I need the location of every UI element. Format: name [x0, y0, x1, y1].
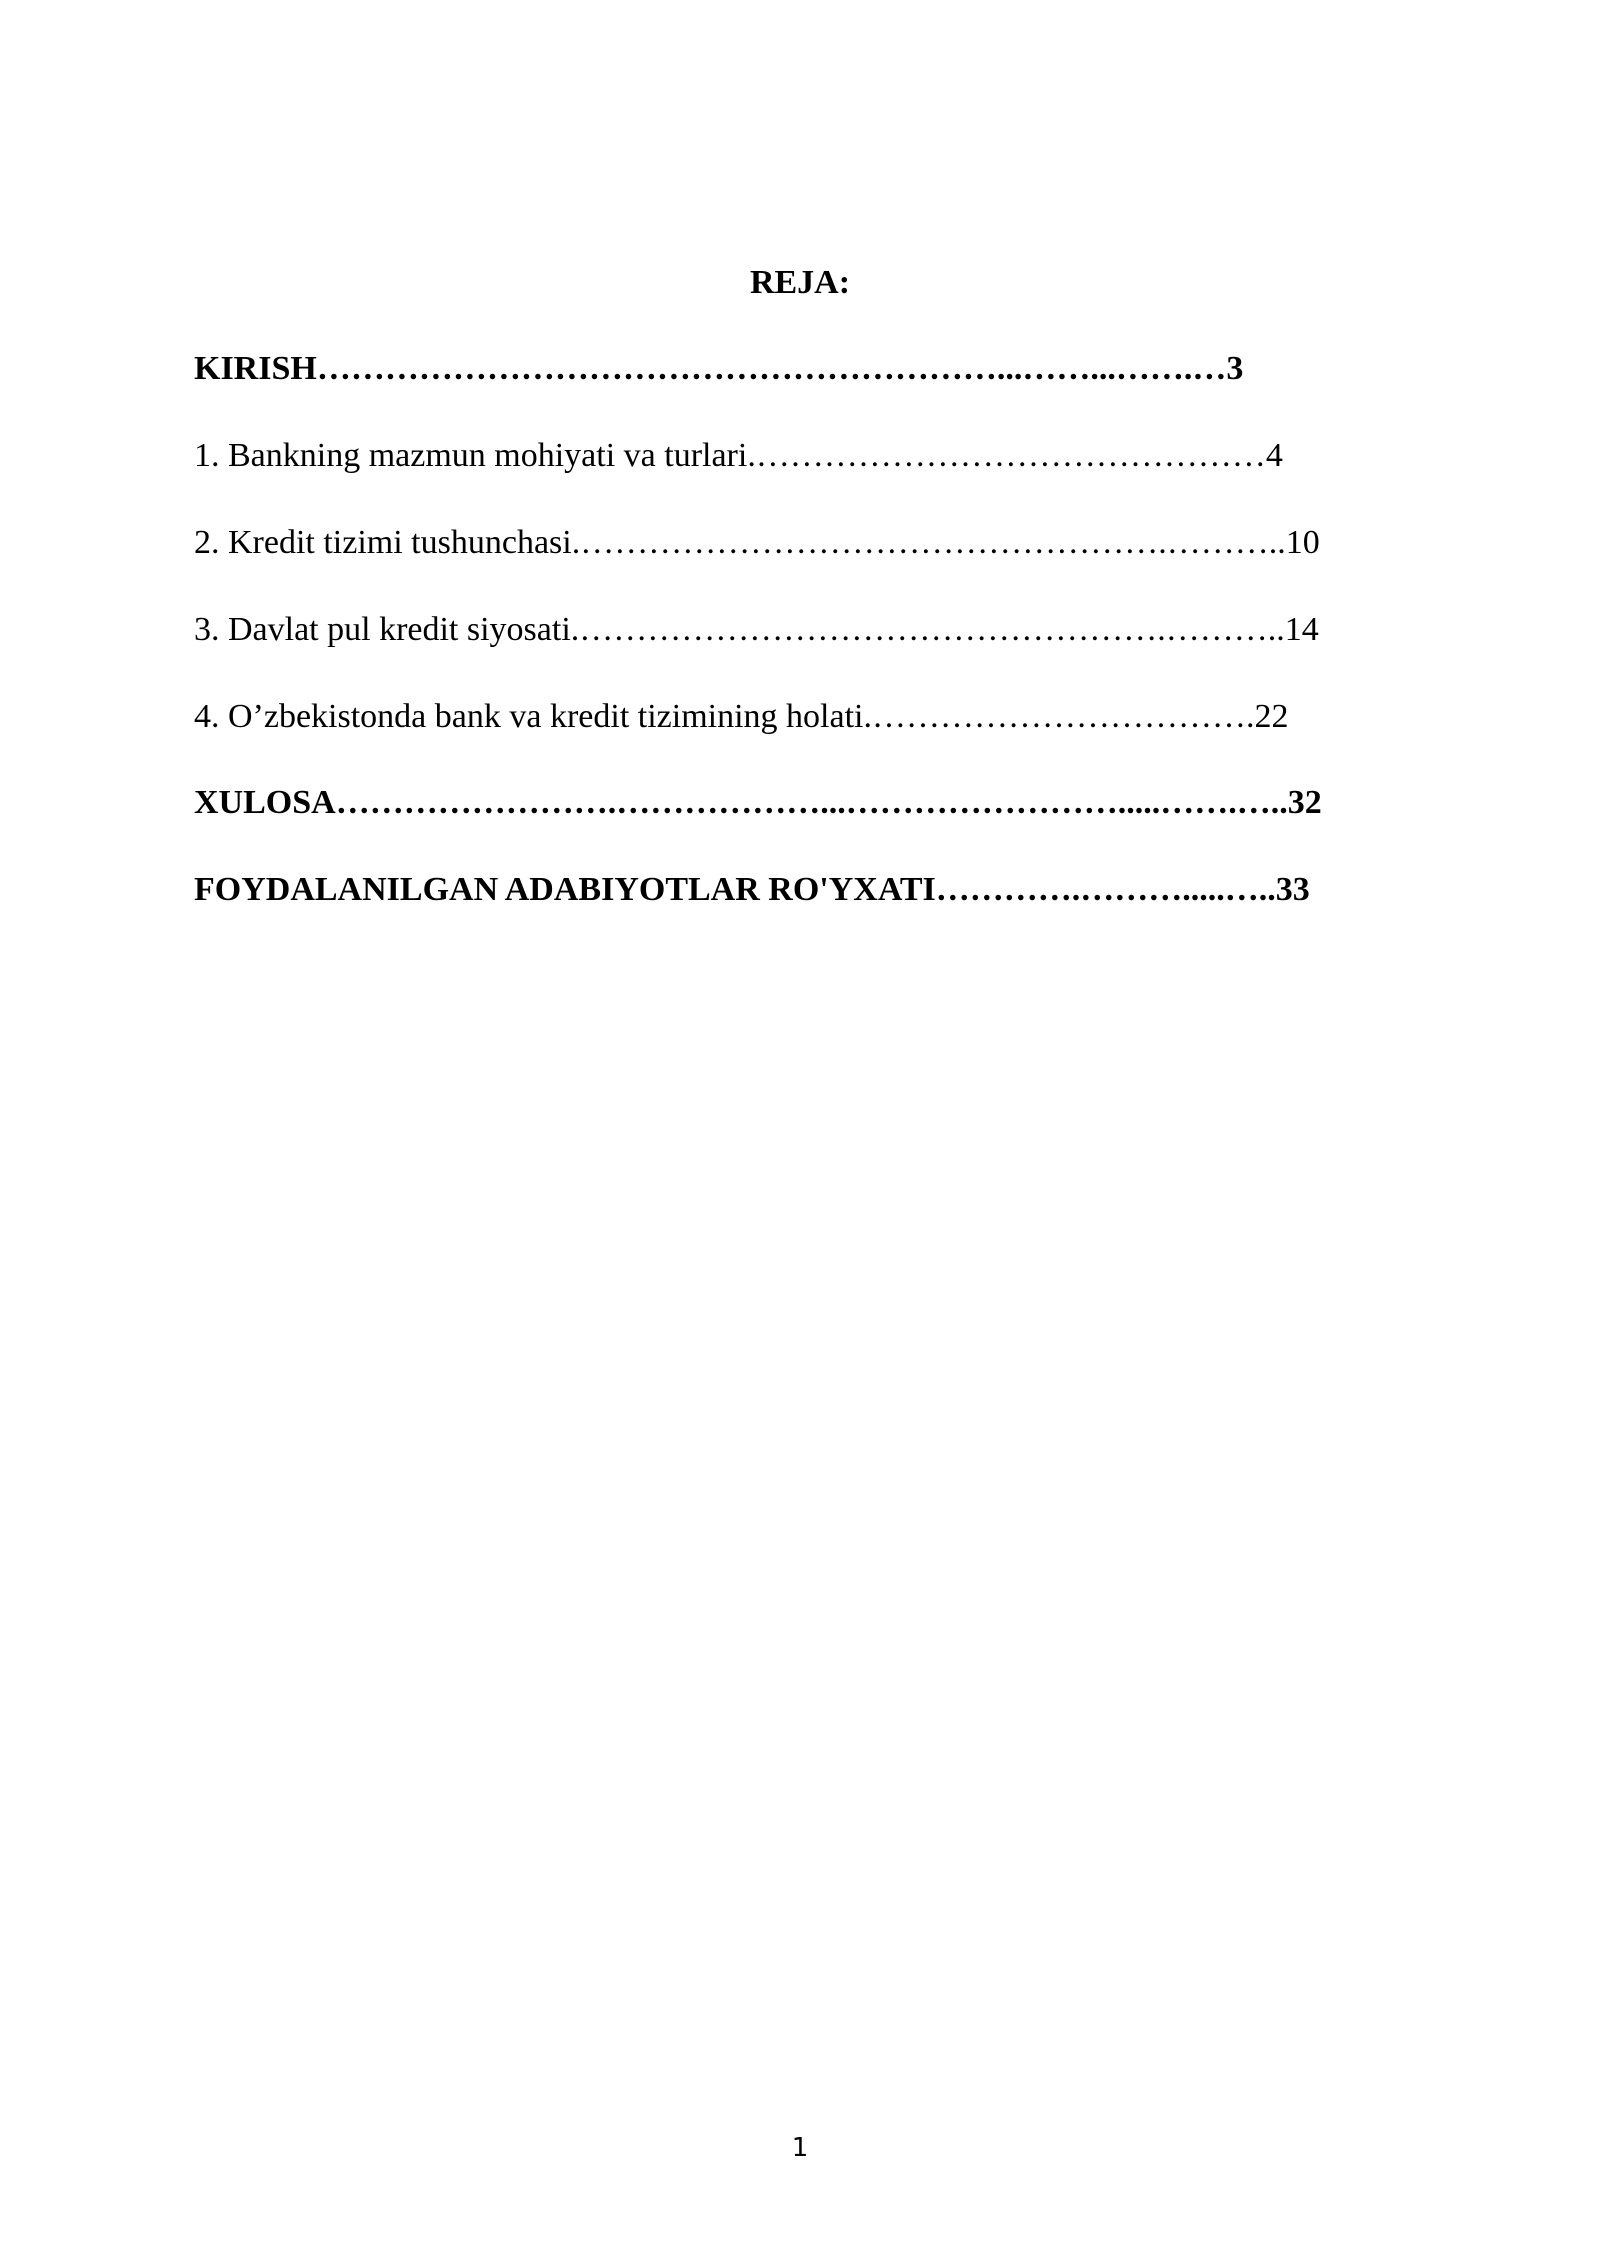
- toc-entry-kirish: KIRISH……………………………………………………...……...…….…3: [194, 350, 1244, 387]
- toc-entry-1: 1. Bankning mazmun mohiyati va turlari.………………………………………4: [194, 437, 1283, 474]
- toc-entry-4: 4. O’zbekistonda bank va kredit tizimining holati.…………………………….22: [194, 698, 1289, 735]
- page-number: 1: [791, 2133, 809, 2163]
- page-title: REJA:: [749, 264, 851, 301]
- toc-entry-2: 2. Kredit tizimi tushunchasi.…………………………………………….………..10: [194, 524, 1320, 561]
- toc-entry-adabiyotlar: FOYDALANILGAN ADABIYOTLAR RO'YXATI………….……….....…..33: [194, 871, 1310, 908]
- toc-entry-xulosa: XULOSA…………………….………………...…………………….....…….…..32: [194, 784, 1322, 821]
- toc-entry-3: 3. Davlat pul kredit siyosati.…………………………………………….………..14: [194, 611, 1319, 648]
